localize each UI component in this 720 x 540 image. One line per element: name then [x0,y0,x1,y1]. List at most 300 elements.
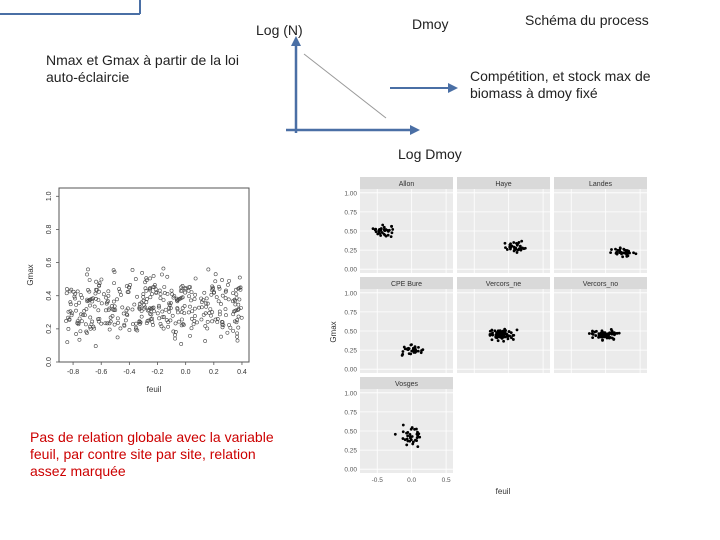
scatter-point [193,314,196,317]
facet-panel [344,177,453,274]
scatter-point [187,311,190,314]
facet-point [490,329,493,332]
facet-point [416,445,419,448]
facet-point [493,329,496,332]
y-tick-label: 0.0 [46,357,53,367]
scatter-point [145,322,148,325]
scatter-point [216,317,219,320]
facet-point [374,228,377,231]
scatter-point [209,314,212,317]
scatter-point [86,268,89,271]
scatter-point [159,293,162,296]
scatter-point [131,308,134,311]
scatter-point [174,322,177,325]
facet-point [509,248,512,251]
scatter-point [121,306,124,309]
scatter-point [97,309,100,312]
facet-point [524,247,527,250]
facet-point [383,228,386,231]
scatter-point [94,344,97,347]
scatter-point [79,313,82,316]
scatter-point [149,296,152,299]
facet-point [391,228,394,231]
facet-strip-label: CPE Bure [390,281,423,288]
scatter-point [226,331,229,334]
y-tick-label: 0.6 [46,257,53,268]
facet-y-tick-label: 0.75 [344,409,357,417]
facet-point [401,354,404,357]
scatter-point [168,310,171,313]
scatter-point [140,315,143,318]
facet-point [520,240,523,243]
scatter-point [140,309,143,312]
scatter-point [163,285,166,288]
scatter-point [176,311,179,314]
scatter-point [150,292,153,295]
scatter-point [115,298,118,301]
scatter-point [224,308,227,311]
facet-point [591,332,594,335]
facet-point [383,233,386,236]
facet-point [609,251,612,254]
scatter-point [79,330,82,333]
scatter-point [153,283,156,286]
scatter-point [177,320,180,323]
facet-y-tick-label: 0.00 [344,266,357,274]
scatter-point [131,323,134,326]
scatter-point [170,289,173,292]
facet-point [615,252,618,255]
facet-point [614,248,617,251]
scatter-point [221,294,224,297]
facet-panel [344,377,453,484]
scatter-point [93,305,96,308]
y-tick-label: 0.2 [46,323,53,334]
scatter-point [236,332,239,335]
scatter-point [83,309,86,312]
scatter-point [227,298,230,301]
scatter-point [119,293,122,296]
facet-point [376,233,379,236]
scatter-point [204,339,207,342]
facet-point [507,338,510,341]
scatter-point [78,338,81,341]
facet-point [408,440,411,443]
scatter-point [200,318,203,321]
scatter-point [173,334,176,337]
facet-point [420,349,423,352]
scatter-point [100,302,103,305]
scatter-point [188,334,191,337]
facet-y-tick-label: 1.00 [344,290,357,298]
scatter-point [107,294,110,297]
facet-point [402,430,405,433]
facet-point [416,436,419,439]
label-logdmoy: Log Dmoy [398,146,462,162]
scatter-point [88,278,91,281]
scatter-point [116,321,119,324]
scatter-point [235,293,238,296]
scatter-point [152,274,155,277]
facet-point [632,251,635,254]
facet-x-tick-label: 0.5 [441,477,451,484]
scatter-point [65,287,68,290]
facet-point [496,334,499,337]
scatter-point [112,300,115,303]
schema-axis-horizontal-arrowhead [410,125,420,135]
scatter-point [85,273,88,276]
scatter-point [200,297,203,300]
y-axis-label: Gmax [26,264,35,286]
facet-point [597,336,600,339]
facet-panel [344,277,453,374]
x-axis-label: feuil [146,385,162,394]
facet-point [383,226,386,229]
x-tick-label: -0.6 [95,369,108,376]
facet-point [610,248,613,251]
facet-y-tick-label: 1.00 [344,190,357,198]
x-tick-label: -0.8 [67,369,80,376]
scatter-point [102,293,105,296]
scatter-point [194,293,197,296]
facet-point [375,230,378,233]
x-tick-label: 0.0 [180,369,191,376]
facet-strip-label: Vercors_ne [485,281,522,288]
scatter-point [80,320,83,323]
scatter-point [133,303,136,306]
facet-point [405,444,408,447]
facet-point [625,249,628,252]
facet-strip-label: Landes [589,181,612,188]
scatter-point [218,287,221,290]
faceted-scatter-plot [326,175,619,497]
scatter-point [116,336,119,339]
facet-x-axis-label: feuil [495,487,511,496]
scatter-point [145,301,148,304]
scatter-point [169,319,172,322]
label-nmax-gmax: Nmax et Gmax à partir de la loi auto-éclaircie [46,52,239,85]
scatter-point [214,280,217,283]
scatter-point [237,315,240,318]
scatter-point [227,323,230,326]
facet-point [594,334,597,337]
facet-strip-label: Haye [495,181,512,188]
scatter-point [141,271,144,274]
scatter-point [77,301,80,304]
scatter-point [192,323,195,326]
facet-point [518,241,521,244]
facet-point [497,339,500,342]
scatter-point [122,312,125,315]
scatter-point [158,317,161,320]
scatter-point [209,307,212,310]
scatter-point [210,320,213,323]
scatter-point [224,297,227,300]
scatter-point [156,312,159,315]
facet-point [499,330,502,333]
facet-point [416,433,419,436]
scatter-point [75,332,78,335]
x-tick-label: 0.4 [237,369,247,376]
facet-strip-label: Vercors_no [582,281,619,288]
facet-point [505,333,508,336]
scatter-point [189,299,192,302]
scatter-point [76,290,79,293]
x-tick-label: -0.4 [123,369,136,376]
scatter-point [216,320,219,323]
facet-point [606,335,609,338]
facet-y-tick-label: 0.00 [344,466,357,474]
scatter-point [206,320,209,323]
facet-point [504,242,507,245]
facet-point [409,352,412,355]
scatter-point [211,311,214,314]
scatter-point [159,297,162,300]
facet-point [611,337,614,340]
scatter-point [128,328,131,331]
scatter-point [235,335,238,338]
scatter-point [160,273,163,276]
scatter-point [166,275,169,278]
scatter-point [183,304,186,307]
scatter-point [180,342,183,345]
facet-point [390,235,393,238]
label-logn: Log (N) [256,22,303,38]
facet-point [601,338,604,341]
scatter-point [190,327,193,330]
label-dmoy: Dmoy [412,16,449,32]
facet-point [385,235,388,238]
facet-point [390,225,393,228]
facet-point [394,433,397,436]
scatter-point [205,297,208,300]
scatter-point [79,293,82,296]
scatter-point [238,276,241,279]
scatter-point [171,314,174,317]
facet-point [608,331,611,334]
scatter-point [153,310,156,313]
scatter-point [84,323,87,326]
scatter-point [135,295,138,298]
facet-y-tick-label: 0.25 [344,247,357,255]
scatter-point [134,322,137,325]
x-tick-label: 0.2 [208,369,219,376]
scatter-point [184,291,187,294]
scatter-point [207,268,210,271]
facet-point [413,428,416,431]
facet-panel [457,277,550,373]
facet-point [411,443,414,446]
facet-y-axis-label: Gmax [329,321,338,343]
scatter-point [194,277,197,280]
facet-point [512,241,515,244]
scatter-point [191,310,194,313]
scatter-point [107,290,110,293]
scatter-point [95,280,98,283]
scatter-point [226,283,229,286]
facet-point [381,224,384,227]
facet-point [595,330,598,333]
slide-title: Schéma du process [525,12,649,28]
scatter-point [73,297,76,300]
scatter-point [89,316,92,319]
scatter-point [66,341,69,344]
facet-point [611,330,614,333]
facet-y-tick-label: 0.50 [344,328,357,336]
scatter-point [187,289,190,292]
facet-point [591,336,594,339]
facet-strip-label: Vosges [395,381,418,388]
facet-panel [554,177,647,273]
facet-point [508,330,511,333]
scatter-point [131,268,134,271]
scatter-point [88,304,91,307]
scatter-point [65,292,68,295]
scatter-point [162,267,165,270]
scatter-point [64,319,67,322]
facet-y-tick-label: 0.75 [344,309,357,317]
scatter-point [149,277,152,280]
global-scatter-plot [25,178,255,398]
facet-panel [457,177,550,273]
facet-point [502,340,505,343]
scatter-point [217,300,220,303]
facet-point [407,347,410,350]
scatter-point [161,310,164,313]
scatter-point [75,303,78,306]
facet-y-tick-label: 0.25 [344,447,357,455]
facet-point [621,255,624,258]
facet-point [600,331,603,334]
scatter-point [85,308,88,311]
facet-point [512,338,515,341]
facet-point [491,338,494,341]
scatter-point [162,298,165,301]
facet-y-tick-label: 0.75 [344,209,357,217]
scatter-point [112,282,115,285]
scatter-point [67,310,70,313]
y-tick-labels [46,191,59,367]
facet-point [613,333,616,336]
facet-point [516,328,519,331]
facet-point [379,234,382,237]
scatter-point [164,308,167,311]
x-tick-labels [67,362,247,376]
scatter-point [188,305,191,308]
scatter-point [151,323,154,326]
scatter-point [237,326,240,329]
facet-y-tick-label: 0.50 [344,428,357,436]
scatter-point [204,324,207,327]
scatter-point [219,302,222,305]
x-tick-label: -0.2 [151,369,164,376]
scatter-point [214,273,217,276]
facet-point [409,344,412,347]
scatter-point [108,328,111,331]
facet-point [404,438,407,441]
scatter-point [224,314,227,317]
label-competition: Compétition, et stock max de biomass à dmoy fixé [470,68,651,101]
scatter-point [236,339,239,342]
facet-point [417,346,420,349]
facet-point [386,229,389,232]
scatter-point [227,279,230,282]
scatter-point [150,317,153,320]
scatter-point [203,291,206,294]
scatter-point [89,327,92,330]
scatter-point [145,277,148,280]
facet-point [519,245,522,248]
facet-point [588,332,591,335]
facet-point [601,335,604,338]
scatter-point [217,285,220,288]
facet-point [411,426,414,429]
scatter-point [193,307,196,310]
facet-point [620,252,623,255]
scatter-point [104,322,107,325]
scatter-point [97,290,100,293]
scatter-point [193,297,196,300]
scatter-point [67,327,70,330]
facet-strip-label: Allon [398,181,415,188]
scatter-point [158,289,161,292]
scatter-points [64,267,243,348]
facet-point [415,439,418,442]
facet-x-tick-label: 0.0 [407,477,417,484]
scatter-point [180,318,183,321]
schema-fixed-dmoy-arrowhead [448,83,458,93]
scatter-point [173,337,176,340]
facet-point [418,436,421,439]
scatter-point [134,277,137,280]
scatter-point [171,293,174,296]
facet-point [402,424,405,427]
scatter-point [116,317,119,320]
scatter-point [94,292,97,295]
facet-point [516,251,519,254]
facet-point [619,246,622,249]
y-tick-label: 0.8 [46,224,53,235]
facet-point [402,350,405,353]
facet-y-tick-label: 0.25 [344,347,357,355]
facet-point [499,333,502,336]
conclusion-text: Pas de relation globale avec la variable feuil, par contre site par site, relation assez marquée [30,429,274,479]
scatter-point [219,335,222,338]
scatter-point [124,319,127,322]
scatter-point [181,307,184,310]
facet-point [618,332,621,335]
plot-frame [59,188,249,362]
facet-point [504,246,507,249]
facet-point [409,435,412,438]
facet-point [409,433,412,436]
scatter-point [113,323,116,326]
scatter-point [240,316,243,319]
facet-point [413,348,416,351]
facet-point [623,252,626,255]
scatter-point [232,329,235,332]
facet-point [406,435,409,438]
facet-point [489,334,492,337]
facet-panel [554,277,647,373]
facet-point [516,244,519,247]
scatter-point [74,309,77,312]
scatter-point [166,325,169,328]
facet-point [378,230,381,233]
scatter-point [100,322,103,325]
schema-thinning-line [304,54,386,118]
scatter-point [188,295,191,298]
